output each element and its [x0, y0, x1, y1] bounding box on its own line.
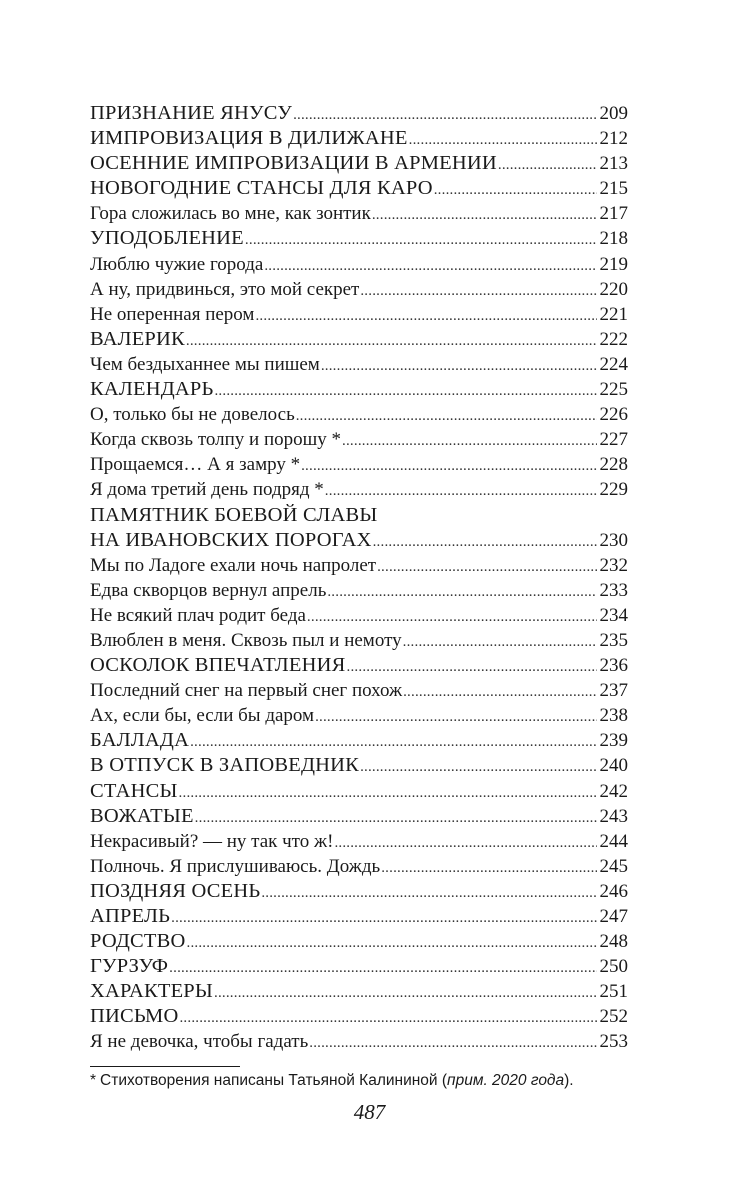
toc-dot-leader: [309, 1031, 596, 1054]
toc-entry-page: 237: [599, 680, 628, 702]
toc-entry-title: ОСКОЛОК ВПЕЧАТЛЕНИЯ: [90, 654, 346, 677]
toc-entry: [90, 176, 628, 201]
toc-entry-page: 252: [599, 1006, 628, 1028]
footnote-text: Стихотворения написаны Татьяной Калининой (: [100, 1072, 448, 1089]
page-number: 487: [353, 1100, 386, 1124]
toc-dot-leader: [307, 605, 597, 628]
toc-entry-title: Последний снег на первый снег похож: [90, 680, 403, 702]
toc-dot-leader: [186, 329, 597, 352]
toc-dot-leader: [342, 429, 596, 452]
toc-entry-title: АПРЕЛЬ: [90, 905, 171, 927]
toc-dot-leader: [409, 128, 597, 151]
toc-entry: [90, 804, 628, 829]
toc-entry-title: Чем бездыханнее мы пишем: [90, 353, 320, 375]
toc-entry-page: 239: [599, 730, 628, 752]
toc-dot-leader: [190, 730, 596, 753]
toc-entry: [90, 628, 628, 653]
toc-entry-title: А ну, придвинься, это мой секрет: [90, 278, 360, 300]
toc-dot-leader: [214, 379, 596, 402]
toc-dot-leader: [261, 881, 596, 904]
toc-dot-leader: [325, 479, 597, 502]
toc-entry-title: ПАМЯТНИК БОЕВОЙ СЛАВЫ: [90, 503, 378, 526]
toc-entry: [90, 503, 628, 528]
toc-entry-title: Мы по Ладоге ехали ночь напролет: [90, 554, 377, 576]
toc-entry-title: ПОЗДНЯЯ ОСЕНЬ: [90, 879, 261, 902]
toc-entry-page: 218: [599, 228, 628, 250]
toc-dot-leader: [403, 680, 596, 703]
toc-entry-title: Гора сложилась во мне, как зонтик: [90, 203, 371, 225]
toc-entry-title: РОДСТВО: [90, 930, 186, 953]
toc-dot-leader: [264, 254, 596, 277]
toc-dot-leader: [245, 228, 597, 251]
toc-dot-leader: [321, 354, 597, 377]
toc-entry: [90, 302, 628, 327]
toc-entry: [90, 829, 628, 854]
toc-entry-page: 209: [599, 103, 628, 124]
toc-entry-title: ГУРЗУФ: [90, 955, 169, 978]
toc-entry-page: 230: [599, 529, 628, 551]
toc-entry: [90, 854, 628, 879]
toc-entry: [90, 377, 628, 402]
toc-entry: [90, 327, 628, 352]
toc-dot-leader: [327, 580, 596, 603]
toc-dot-leader: [372, 203, 597, 226]
toc-entry-title: Прощаемся… А я замру *: [90, 454, 301, 476]
toc-dot-leader: [171, 906, 596, 929]
toc-entry-page: 228: [599, 454, 628, 476]
toc-entry: [90, 653, 628, 678]
toc-entry-page: 234: [599, 604, 628, 626]
toc-entry-page: 222: [599, 328, 628, 350]
footnote: [90, 1072, 574, 1090]
toc-entry: [90, 703, 628, 728]
toc-entry: [90, 578, 628, 603]
toc-entry-page: 246: [599, 880, 628, 902]
footnote-marker: *: [90, 1072, 97, 1089]
footnote-note: прим. 2020 года: [447, 1072, 565, 1089]
toc-entry-title: Едва скворцов вернул апрель: [90, 579, 327, 601]
toc-entry-title: Не всякий плач родит беда: [90, 604, 306, 626]
toc-entry-page: 221: [599, 303, 628, 325]
toc-entry: [90, 603, 628, 628]
toc-dot-leader: [195, 806, 597, 829]
footnote-divider: [90, 1066, 240, 1067]
toc-entry-title: Ах, если бы, если бы даром: [90, 705, 315, 727]
toc-entry-title: БАЛЛАДА: [90, 729, 190, 752]
toc-entry-page: 238: [599, 705, 628, 727]
toc-entry: [90, 954, 628, 979]
toc-entry: [90, 1004, 628, 1029]
table-of-contents: [90, 101, 628, 1055]
toc-entry-page: 248: [599, 931, 628, 953]
toc-dot-leader: [381, 856, 596, 879]
toc-entry-title: В ОТПУСК В ЗАПОВЕДНИК: [90, 754, 360, 777]
toc-entry-title: ПРИЗНАНИЕ ЯНУСУ: [90, 102, 293, 124]
toc-entry-title: Не оперенная пером: [90, 303, 255, 325]
toc-entry: [90, 779, 628, 804]
toc-entry-page: 217: [599, 203, 628, 225]
toc-entry: [90, 904, 628, 929]
toc-entry-title: Влюблен в меня. Сквозь пыл и немоту: [90, 629, 402, 651]
toc-entry-page: 240: [599, 755, 628, 777]
toc-dot-leader: [179, 781, 597, 804]
toc-dot-leader: [334, 831, 596, 854]
toc-dot-leader: [296, 404, 597, 427]
toc-dot-leader: [315, 705, 596, 728]
toc-dot-leader: [293, 103, 596, 126]
toc-entry: [90, 728, 628, 753]
toc-dot-leader: [498, 153, 597, 176]
toc-entry-title: НОВОГОДНИЕ СТАНСЫ ДЛЯ КАРО: [90, 177, 433, 200]
toc-entry: [90, 402, 628, 427]
toc-entry: [90, 352, 628, 377]
toc-entry: [90, 277, 628, 302]
toc-entry-page: 242: [599, 780, 628, 802]
toc-dot-leader: [169, 956, 596, 979]
toc-entry: [90, 101, 628, 126]
toc-entry-title: ВОЖАТЫЕ: [90, 804, 194, 827]
toc-entry-page: 225: [599, 379, 628, 401]
toc-entry: [90, 252, 628, 277]
toc-entry-title: Полночь. Я прислушиваюсь. Дождь: [90, 855, 381, 877]
toc-dot-leader: [434, 178, 597, 201]
toc-entry-page: 226: [599, 404, 628, 426]
toc-entry-page: 247: [599, 906, 628, 927]
toc-dot-leader: [373, 530, 597, 553]
toc-entry: [90, 477, 628, 502]
toc-entry: [90, 427, 628, 452]
toc-entry-title: КАЛЕНДАРЬ: [90, 378, 214, 401]
toc-entry-title: ХАРАКТЕРЫ: [90, 980, 213, 1003]
toc-entry: [90, 201, 628, 226]
toc-entry-page: 229: [599, 479, 628, 501]
toc-entry-title: Люблю чужие города: [90, 253, 264, 275]
toc-entry-page: 219: [599, 253, 628, 275]
toc-dot-leader: [187, 931, 597, 954]
toc-entry: [90, 151, 628, 176]
toc-entry-page: 224: [599, 353, 628, 375]
toc-entry: [90, 678, 628, 703]
toc-entry-title: Когда сквозь толпу и порошу *: [90, 429, 342, 451]
toc-dot-leader: [360, 755, 596, 778]
toc-entry-title: ПИСЬМО: [90, 1005, 179, 1028]
toc-entry: [90, 126, 628, 151]
toc-entry-page: 215: [599, 178, 628, 200]
toc-entry-page: 245: [599, 855, 628, 877]
toc-entry-page: 212: [599, 128, 628, 150]
toc-entry-page: 232: [599, 554, 628, 576]
toc-entry-page: 250: [599, 956, 628, 978]
toc-entry-title: НА ИВАНОВСКИХ ПОРОГАХ: [90, 528, 372, 551]
toc-entry-page: 244: [599, 830, 628, 852]
toc-entry-title: Я дома третий день подряд *: [90, 479, 324, 501]
toc-entry-page: 251: [599, 981, 628, 1003]
toc-dot-leader: [255, 304, 596, 327]
toc-entry-page: 227: [599, 429, 628, 451]
toc-entry-title: Некрасивый? — ну так что ж!: [90, 830, 334, 852]
toc-entry-title: ИМПРОВИЗАЦИЯ В ДИЛИЖАНЕ: [90, 127, 408, 150]
toc-entry: [90, 528, 628, 553]
toc-entry-page: 235: [599, 629, 628, 651]
toc-entry-page: 233: [599, 579, 628, 601]
toc-entry: [90, 929, 628, 954]
toc-dot-leader: [214, 981, 597, 1004]
toc-dot-leader: [377, 555, 596, 578]
toc-entry-title: УПОДОБЛЕНИЕ: [90, 227, 244, 250]
toc-entry: [90, 553, 628, 578]
toc-entry-page: 213: [599, 153, 628, 175]
toc-entry-page: 236: [599, 655, 628, 677]
toc-entry-title: ВАЛЕРИК: [90, 327, 185, 350]
footnote-text-end: ).: [564, 1072, 574, 1089]
toc-entry: [90, 452, 628, 477]
toc-entry: [90, 879, 628, 904]
toc-entry: [90, 753, 628, 778]
toc-entry-page: 243: [599, 805, 628, 827]
toc-entry: [90, 1029, 628, 1054]
toc-entry: [90, 979, 628, 1004]
toc-entry-page: 253: [599, 1031, 628, 1053]
toc-dot-leader: [403, 630, 597, 653]
toc-entry-title: ОСЕННИЕ ИМПРОВИЗАЦИИ В АРМЕНИИ: [90, 152, 497, 175]
toc-entry-title: Я не девочка, чтобы гадать: [90, 1031, 309, 1053]
toc-dot-leader: [347, 655, 597, 678]
toc-entry-title: О, только бы не довелось: [90, 404, 295, 426]
toc-entry: [90, 226, 628, 251]
toc-entry-title: СТАНСЫ: [90, 779, 178, 802]
toc-dot-leader: [179, 1006, 596, 1029]
toc-dot-leader: [360, 279, 596, 302]
toc-dot-leader: [301, 454, 596, 477]
toc-entry-page: 220: [599, 278, 628, 300]
